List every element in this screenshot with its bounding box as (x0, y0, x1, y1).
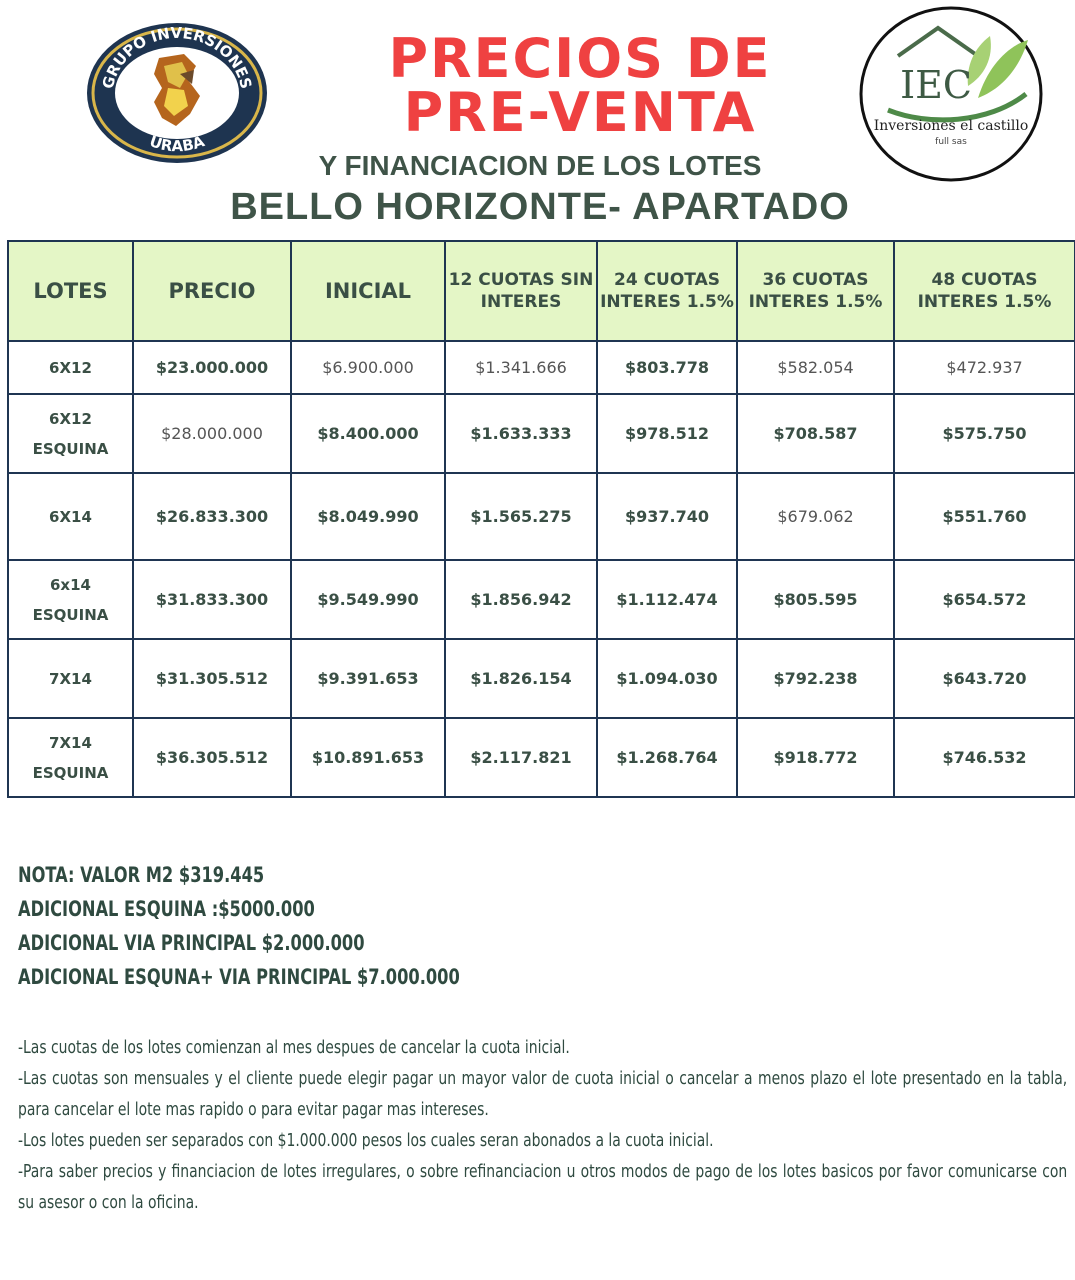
cell-36-cuotas: $918.772 (737, 718, 894, 797)
right-logo-name: Inversiones el castillo (873, 118, 1029, 134)
cell-48-cuotas: $746.532 (894, 718, 1075, 797)
cell-precio: $36.305.512 (133, 718, 291, 797)
cell-precio: $23.000.000 (133, 341, 291, 394)
cell-24-cuotas: $1.268.764 (597, 718, 737, 797)
cell-inicial: $8.400.000 (291, 394, 445, 473)
cell-precio: $26.833.300 (133, 473, 291, 560)
cell-12-cuotas: $1.633.333 (445, 394, 597, 473)
cell-24-cuotas: $1.112.474 (597, 560, 737, 639)
subtitle: Y FINANCIACION DE LOS LOTES (318, 150, 762, 181)
cell-precio: $31.305.512 (133, 639, 291, 718)
col-header-12-cuotas: 12 CUOTAS SIN INTERES (445, 241, 597, 341)
cell-lote: 6x14 ESQUINA (8, 560, 133, 639)
note-adicional-via: ADICIONAL VIA PRINCIPAL $2.000.000 (18, 931, 365, 955)
col-header-precio: PRECIO (133, 241, 291, 341)
cell-48-cuotas: $551.760 (894, 473, 1075, 560)
price-table (7, 240, 1075, 798)
condition-item: -Para saber precios y financiacion de lotes irregulares, o sobre refinanciacion u otros modos de pago de los lotes basicos por favor comunicarse con su asesor o con la oficina. (18, 1161, 1068, 1213)
table-header-row (8, 241, 1075, 341)
note-adicional-esquina: ADICIONAL ESQUINA :$5000.000 (18, 897, 315, 921)
cell-lote: 6X12 (8, 341, 133, 394)
cell-inicial: $9.391.653 (291, 639, 445, 718)
project-title: BELLO HORIZONTE- APARTADO (230, 186, 850, 228)
cell-12-cuotas: $1.826.154 (445, 639, 597, 718)
conditions-list (18, 1032, 1068, 1218)
cell-48-cuotas: $575.750 (894, 394, 1075, 473)
cell-36-cuotas: $708.587 (737, 394, 894, 473)
cell-36-cuotas: $805.595 (737, 560, 894, 639)
cell-inicial: $9.549.990 (291, 560, 445, 639)
notes-section (18, 858, 1068, 1218)
cell-36-cuotas: $679.062 (737, 473, 894, 560)
cell-12-cuotas: $1.565.275 (445, 473, 597, 560)
cell-lote: 6X12 ESQUINA (8, 394, 133, 473)
col-header-48-cuotas: 48 CUOTAS INTERES 1.5% (894, 241, 1075, 341)
table-row (8, 639, 1075, 718)
right-logo-sub: full sas (935, 137, 967, 147)
col-header-inicial: INICIAL (291, 241, 445, 341)
cell-36-cuotas: $582.054 (737, 341, 894, 394)
cell-12-cuotas: $2.117.821 (445, 718, 597, 797)
cell-12-cuotas: $1.856.942 (445, 560, 597, 639)
cell-48-cuotas: $472.937 (894, 341, 1075, 394)
grupo-inversiones-uraba-logo (84, 18, 270, 164)
note-valor-m2: NOTA: VALOR M2 $319.445 (18, 863, 265, 887)
cell-24-cuotas: $1.094.030 (597, 639, 737, 718)
col-header-lotes: LOTES (8, 241, 133, 341)
condition-item: -Las cuotas son mensuales y el cliente puede elegir pagar un mayor valor de cuota inicial o cancelar a menos plazo el lote presentado en la tabla, para cancelar el lote mas rapido o para evitar pagar mas intereses. (18, 1068, 1068, 1120)
note-adicional-esquina-via: ADICIONAL ESQUNA+ VIA PRINCIPAL $7.000.000 (18, 965, 460, 989)
table-row (8, 560, 1075, 639)
col-header-24-cuotas: 24 CUOTAS INTERES 1.5% (597, 241, 737, 341)
col-header-36-cuotas: 36 CUOTAS INTERES 1.5% (737, 241, 894, 341)
cell-48-cuotas: $643.720 (894, 639, 1075, 718)
cell-precio: $28.000.000 (133, 394, 291, 473)
cell-36-cuotas: $792.238 (737, 639, 894, 718)
cell-12-cuotas: $1.341.666 (445, 341, 597, 394)
left-logo-bottom-text: URABÁ (147, 132, 207, 156)
table-row (8, 718, 1075, 797)
cell-lote: 7X14 ESQUINA (8, 718, 133, 797)
left-logo-top-text: GRUPO INVERSIONES (98, 23, 256, 91)
cell-24-cuotas: $803.778 (597, 341, 737, 394)
cell-48-cuotas: $654.572 (894, 560, 1075, 639)
table-row (8, 341, 1075, 394)
cell-precio: $31.833.300 (133, 560, 291, 639)
cell-inicial: $6.900.000 (291, 341, 445, 394)
right-logo-initials: IEC (900, 63, 972, 107)
condition-item: -Las cuotas de los lotes comienzan al mes despues de cancelar la cuota inicial. (18, 1037, 570, 1058)
cell-inicial: $8.049.990 (291, 473, 445, 560)
table-row (8, 394, 1075, 473)
inversiones-el-castillo-logo (858, 6, 1044, 182)
cell-inicial: $10.891.653 (291, 718, 445, 797)
title-line-1: PRECIOS DE (388, 27, 772, 90)
table-row (8, 473, 1075, 560)
condition-item: -Los lotes pueden ser separados con $1.000.000 pesos los cuales seran abonados a la cuota inicial. (18, 1130, 714, 1151)
cell-24-cuotas: $937.740 (597, 473, 737, 560)
cell-lote: 6X14 (8, 473, 133, 560)
title-line-2: PRE-VENTA (403, 81, 757, 144)
cell-24-cuotas: $978.512 (597, 394, 737, 473)
cell-lote: 7X14 (8, 639, 133, 718)
